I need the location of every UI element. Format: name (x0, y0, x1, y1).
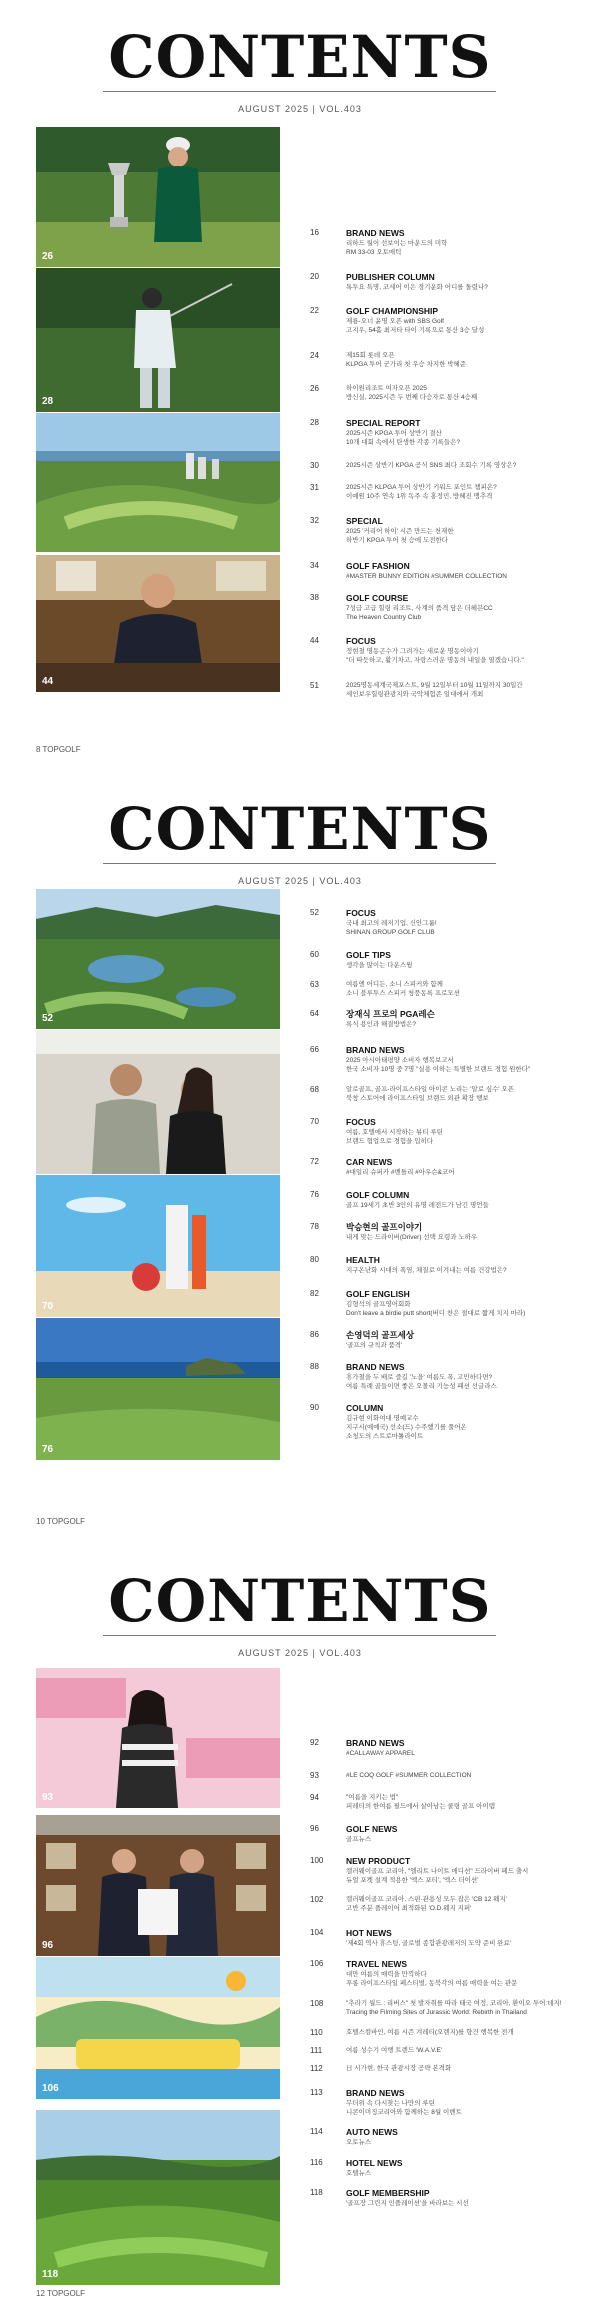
photo-fashion-model (36, 1668, 280, 1808)
entry-heading: HOT NEWS (346, 1928, 392, 1938)
entry-line: 지구시(예예국) 선소(드) 수주했기를 풀어온 (346, 1424, 467, 1431)
entry-page: 80 (310, 1255, 319, 1264)
entry-line: 국내 최고의 레저기업, 신안그룹! (346, 920, 437, 927)
entry-heading: GOLF NEWS (346, 1824, 398, 1834)
entry-line: 리하드 월이 선보이는 마운드의 미학 (346, 240, 448, 247)
entry-line: 톡투요 특명, 코세어 이은 경기운화 어디를 돌렸나? (346, 284, 488, 291)
entry-heading: 손영덕의 골프세상 (346, 1330, 415, 1340)
entry-line: 호텔스컴바인, 여름 시즌 겨레티(오렌지)를 향건 행복한 전개 (346, 2029, 514, 2036)
photo-couple (36, 1030, 280, 1174)
entry-page: 30 (310, 461, 319, 470)
entry-page: 88 (310, 1362, 319, 1371)
entry-line: 생각을 많이는 다운스윙 (346, 962, 413, 969)
entry-page: 111 (310, 2046, 323, 2055)
entry-page: 102 (310, 1895, 324, 1904)
entry-line: '골프의 규칙과 품격' (346, 1342, 403, 1349)
entry-line: '골프장 그린지 인플레이션'을 바라보는 시선 (346, 2200, 469, 2207)
photo-seaside-course (36, 1318, 280, 1460)
entry-page: 92 (310, 1738, 319, 1747)
entry-line: 방신실, 2025시즌 두 번째 다승자로 통산 4승째 (346, 394, 478, 401)
entry-line: 캘러웨이골프 코리아, 스핀·관용성 모두 잡은 'CB 12 웨지' (346, 1896, 507, 1903)
photo-interview (36, 555, 280, 692)
entry-page: 72 (310, 1157, 319, 1166)
issue-line: AUGUST 2025 | VOL.403 (238, 1648, 362, 1658)
entry-line: 캘러웨이골프 코리아, "엘리트 나이트 에디션" 드라이버 페드 출시 (346, 1868, 529, 1875)
entry-line: 고반 주분 플레이어 최적화된 'O.D.웨지 지퍼' (346, 1905, 472, 1912)
entry-page: 16 (310, 228, 319, 237)
entry-heading: CAR NEWS (346, 1157, 393, 1167)
entry-line: 한국 소비자 10명 중 7명 "실용 이하는 특별한 브랜드 경험 원한다" (346, 1066, 531, 1073)
entry-line: 하반기 KPGA 투어 첫 승에 도전한다 (346, 537, 449, 544)
entry-heading: GOLF COURSE (346, 593, 409, 603)
entry-page: 44 (310, 636, 319, 645)
entry-page: 60 (310, 950, 319, 959)
page-title: CONTENTS (108, 795, 492, 863)
entry-line: 여름 성수기 여행 트렌드 'W.A.V.E' (346, 2047, 443, 2054)
entry-page: 114 (310, 2127, 323, 2136)
entry-heading: HOTEL NEWS (346, 2158, 403, 2168)
entry-line: "추라기 월드 : 리버스" 첫 발자취를 따라 태국 여정, 코리아, 환이오 투어:데지! (346, 2000, 562, 2007)
entry-heading: AUTO NEWS (346, 2127, 398, 2137)
entry-heading: FOCUS (346, 636, 376, 646)
photo-swing-golfer (36, 268, 280, 412)
entry-line: 2025시즌 KLPGA 투어 상반기 키워드 포인트 챔피온? (346, 484, 497, 491)
entry-line: 소니 블루투스 스피커 청풍동록 프로모션 (346, 990, 460, 997)
entry-heading: GOLF FASHION (346, 561, 410, 571)
entry-page: 104 (310, 1928, 324, 1937)
entry-line: 세인보우힐링관광지와 국악체험존 일대에서 개최 (346, 691, 484, 698)
entry-line: 골프뉴스 (346, 1836, 372, 1843)
entry-page: 52 (310, 908, 319, 917)
entry-line: 2025 '커리어 하이' 시즌 만드는 천재한 (346, 528, 454, 535)
entry-heading: HEALTH (346, 1255, 380, 1265)
entry-line: 대만 여름의 매력을 만끽하다 (346, 1971, 427, 1978)
photo-fulong-illustration (36, 1957, 280, 2099)
entry-page: 110 (310, 2028, 323, 2037)
entry-line: 7성급 고급 힐링 리조트, 사계의 품격 담은 더헤븐CC (346, 605, 493, 612)
entry-heading: GOLF CHAMPIONSHIP (346, 306, 439, 316)
entry-line: 무더위 속 다시찾는 나만의 루틴 (346, 2100, 435, 2107)
page-title: CONTENTS (108, 1567, 492, 1635)
entry-line: 브랜드 협업으로 경험을 입히다 (346, 1138, 434, 1145)
entry-heading: FOCUS (346, 908, 376, 918)
entry-page: 108 (310, 1999, 324, 2008)
title-rule (103, 91, 496, 92)
entry-line: 여름엔 어디든, 소니 스피커와 함께 (346, 981, 443, 988)
entry-line: 2025시즌 상반기 KPGA 공식 SNS 최다 조회수 기록 영상은? (346, 462, 517, 469)
entry-line: 하이원리조트 여자오픈 2025 (346, 385, 427, 392)
entry-page: 70 (310, 1117, 319, 1126)
entry-page: 82 (310, 1289, 319, 1298)
photo-page-number: 44 (42, 676, 54, 687)
entry-line: 2025 아시아태평양 소비자 행복보고서 (346, 1057, 454, 1064)
photo-signing (36, 1815, 280, 1956)
entry-page: 22 (310, 306, 319, 315)
photo-trophy-golfer (36, 127, 280, 267)
entry-page: 112 (310, 2064, 323, 2073)
entry-line: 10개 대회 속에서 탄생한 각종 기록들은? (346, 439, 461, 446)
entry-heading: GOLF ENGLISH (346, 1289, 410, 1299)
entry-page: 76 (310, 1190, 319, 1199)
entry-heading: BRAND NEWS (346, 1362, 405, 1372)
entry-line: "여름을 지키는 법" (346, 1794, 399, 1801)
entry-line: SHINAN GROUP GOLF CLUB (346, 929, 435, 936)
entry-line: 니콘이미징코리아와 함께하는 8월 이벤트 (346, 2109, 462, 2116)
entry-line: 2025시즌 KPGA 투어 상반기 결산 (346, 430, 442, 437)
issue-line: AUGUST 2025 | VOL.403 (238, 104, 362, 114)
entry-page: 28 (310, 418, 319, 427)
entry-line: 2025명동세계국제포스트, 9월 12일부터 10월 11일까지 30일간 (346, 682, 523, 689)
entry-line: 호텔뉴스 (346, 2170, 372, 2177)
entry-line: The Heaven Country Club (346, 614, 422, 621)
entry-heading: GOLF COLUMN (346, 1190, 410, 1200)
entry-page: 118 (310, 2188, 323, 2197)
entry-line: 김형석의 골프영어회화 (346, 1301, 411, 1308)
photo-page-number: 76 (42, 1444, 54, 1455)
entry-heading: PUBLISHER COLUMN (346, 272, 435, 282)
entry-heading: BRAND NEWS (346, 2088, 405, 2098)
title-rule (103, 863, 496, 864)
entry-page: 34 (310, 561, 319, 570)
entry-heading: GOLF TIPS (346, 950, 391, 960)
page-folio: 10 TOPGOLF (36, 1517, 86, 1526)
entry-page: 63 (310, 980, 319, 989)
entry-line: 알로골프, 골프-라이프스타일 아이콘 노리는 '알로 심수' 오픈 (346, 1086, 514, 1093)
entry-line: 지구온난화 시대의 폭염, 체질로 이겨내는 여름 건강법은? (346, 1267, 507, 1274)
entry-line: 록식 용인과 해결방법은? (346, 1021, 417, 1028)
entry-heading: BRAND NEWS (346, 228, 405, 238)
entry-page: 31 (310, 483, 319, 492)
entry-line: #LE COQ GOLF #SUMMER COLLECTION (346, 1772, 472, 1779)
entry-page: 24 (310, 351, 319, 360)
entry-heading: BRAND NEWS (346, 1045, 405, 1055)
entry-line: 고지우, 54홀 최저타 타이 기록으로 통산 3승 달성 (346, 327, 485, 334)
entry-line: 日 시가현, 한국 관광시장 공략 본격화 (346, 2065, 452, 2072)
entry-line: 정현철 명동곤수가 그려가는 새로운 명동이야기 (346, 648, 479, 655)
entry-heading: FOCUS (346, 1117, 376, 1127)
entry-line: Tracing the Filming Sites of Jurassic World: Rebirth in Thailand (346, 2009, 527, 2016)
entry-page: 113 (310, 2088, 323, 2097)
entry-page: 86 (310, 1330, 319, 1339)
contents-page-1 (0, 0, 600, 772)
entry-heading: TRAVEL NEWS (346, 1959, 408, 1969)
entry-page: 94 (310, 1793, 319, 1802)
entry-page: 93 (310, 1771, 319, 1780)
entry-page: 51 (310, 681, 319, 690)
entry-line: '제4회 역사 휴스팅, 골로벌 종합관광레저의 도약 준비 완료' (346, 1940, 511, 1947)
entry-line: 이예원 10주 연속 1위 독주 속 홍정민, 방혜진 맹추격 (346, 493, 493, 500)
issue-line: AUGUST 2025 | VOL.403 (238, 876, 362, 886)
entry-page: 66 (310, 1045, 319, 1054)
page-folio: 12 TOPGOLF (36, 2289, 86, 2298)
entry-line: 북창 스토어에 라이프스타일 브랜드 외관 확장 행보 (346, 1095, 489, 1102)
entry-line: KLPGA 투어 군가리 첫 우승 차지한 박혜준 (346, 361, 467, 368)
photo-page-number: 96 (42, 1940, 54, 1951)
entry-line: RM 33-03 오토매틱 (346, 249, 402, 256)
entry-page: 96 (310, 1824, 319, 1833)
entry-line: Don't leave a birdie putt short(버디 찬은 절대로 짧게 치지 마라) (346, 1310, 526, 1317)
entry-heading: COLUMN (346, 1403, 384, 1413)
entry-heading: SPECIAL (346, 516, 383, 526)
entry-line: #CALLAWAY APPAREL (346, 1750, 415, 1757)
entry-page: 100 (310, 1856, 324, 1865)
photo-green-course (36, 2110, 280, 2285)
entry-line: 여름, 호텔에서 시작하는 뷰티 루틴 (346, 1129, 443, 1136)
photo-page-number: 118 (42, 2269, 59, 2280)
entry-line: 푸롱 라이프스타일 페스티벌, 동북각의 여름 매력을 여는 관문 (346, 1980, 518, 1987)
page-folio: 8 TOPGOLF (36, 745, 81, 754)
entry-page: 106 (310, 1959, 324, 1968)
photo-golf-club-aerial (36, 889, 280, 1029)
entry-line: 골프 19세기 초반 3인의 유명 레전드가 남긴 명언들 (346, 1202, 489, 1209)
entry-page: 32 (310, 516, 319, 525)
entry-page: 26 (310, 384, 319, 393)
entry-heading: BRAND NEWS (346, 1738, 405, 1748)
entry-page: 64 (310, 1009, 319, 1018)
photo-course-aerial (36, 413, 280, 552)
entry-line: 여름 특례 골들이면 좋은 오몰리 기능성 패션 선글라스 (346, 1383, 497, 1390)
entry-line: #MASTER BUNNY EDITION #SUMMER COLLECTION (346, 573, 507, 580)
entry-line: 제룡-오너 윤명 오픈 with SBS Golf (346, 318, 444, 325)
entry-line: 피레티의 한여름 필드에서 살아남는 쿨링 골프 아이템 (346, 1803, 495, 1810)
entry-page: 68 (310, 1085, 319, 1094)
photo-page-number: 26 (42, 251, 54, 262)
entry-line: 제15회 롯데 오픈 (346, 352, 395, 359)
entry-line: 내게 맞는 드라이버(Driver) 선택 요령과 노하우 (346, 1234, 478, 1241)
page-title: CONTENTS (108, 23, 492, 91)
entry-line: 오토뉴스 (346, 2139, 372, 2146)
title-rule (103, 1635, 496, 1636)
entry-page: 20 (310, 272, 319, 281)
photo-beach-products (36, 1175, 280, 1317)
photo-page-number: 93 (42, 1792, 54, 1803)
entry-line: 김규현 이화여대 명예교수 (346, 1415, 419, 1422)
contents-page-2 (0, 772, 600, 1544)
entry-line: "더 따듯하고, 활기차고, 자랑스러운 명동의 내일을 열겠습니다." (346, 657, 524, 664)
entry-heading: 박승현의 골프이야기 (346, 1222, 423, 1232)
entry-page: 38 (310, 593, 319, 602)
photo-page-number: 70 (42, 1301, 54, 1312)
entry-line: 소청도의 스트로마톨라이트 (346, 1433, 424, 1440)
entry-page: 78 (310, 1222, 319, 1231)
entry-heading: NEW PRODUCT (346, 1856, 411, 1866)
entry-heading: GOLF MEMBERSHIP (346, 2188, 430, 2198)
entry-line: 듀얼 포켓 설계 적용한 '엑스 포티', '엑스 더이션' (346, 1877, 479, 1884)
photo-page-number: 28 (42, 396, 54, 407)
contents-page-3 (0, 1544, 600, 2316)
photo-page-number: 106 (42, 2083, 59, 2094)
entry-heading: SPECIAL REPORT (346, 418, 421, 428)
entry-page: 116 (310, 2158, 323, 2167)
entry-line: #대일리 슈퍼카 #벤틀리 #아우슨&코어 (346, 1169, 455, 1176)
entry-page: 90 (310, 1403, 319, 1412)
entry-heading: 장재식 프로의 PGA레슨 (346, 1009, 435, 1019)
photo-page-number: 52 (42, 1013, 54, 1024)
entry-line: 휴가철을 두 배로 즐길 '노을' 여름도 폭, 고민하다면? (346, 1374, 493, 1381)
